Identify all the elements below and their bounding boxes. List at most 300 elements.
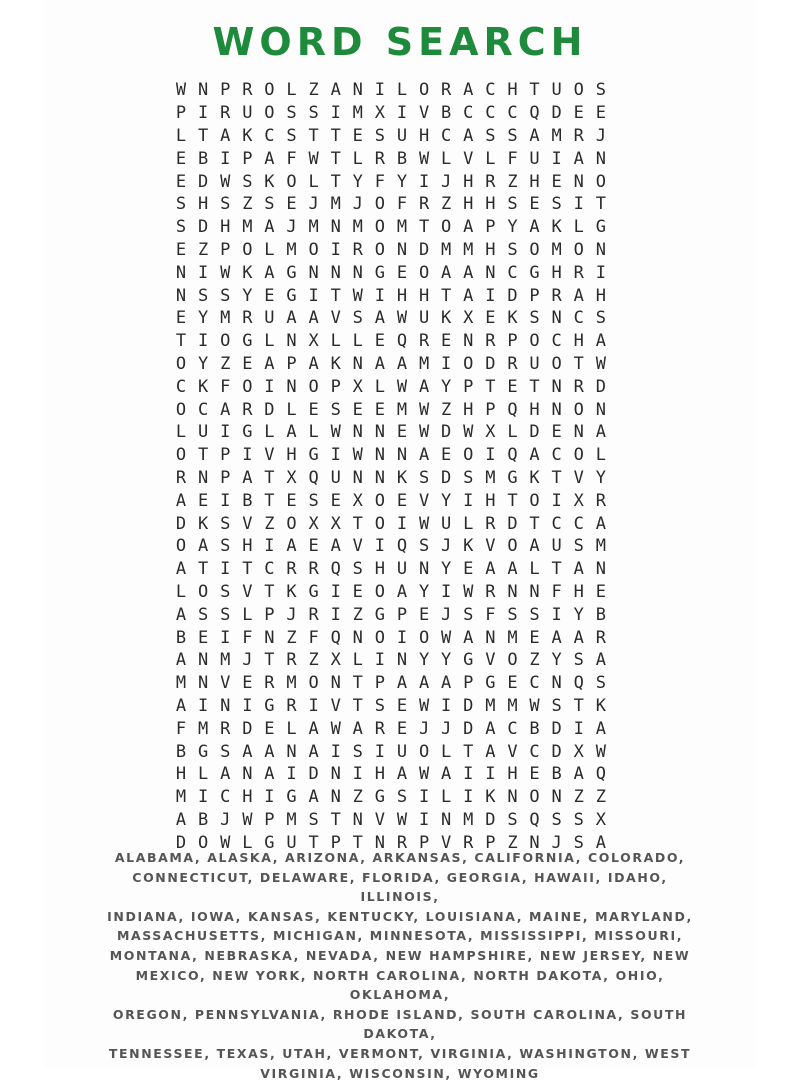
grid-letter[interactable]: S	[551, 194, 562, 215]
grid-letter[interactable]: Y	[418, 650, 430, 671]
grid-letter[interactable]: P	[374, 673, 386, 694]
grid-letter[interactable]: N	[374, 467, 386, 488]
grid-letter[interactable]: A	[330, 80, 341, 101]
grid-letter[interactable]: L	[441, 148, 452, 169]
grid-letter[interactable]: O	[529, 787, 540, 808]
grid-letter[interactable]: T	[551, 467, 562, 488]
grid-letter[interactable]: A	[463, 627, 474, 648]
grid-letter[interactable]: U	[418, 308, 430, 329]
grid-letter[interactable]: S	[220, 536, 231, 557]
grid-letter[interactable]: I	[220, 422, 231, 443]
grid-letter[interactable]: Y	[441, 559, 452, 580]
grid-letter[interactable]: T	[529, 80, 540, 101]
grid-letter[interactable]: E	[175, 239, 187, 260]
grid-letter[interactable]: Z	[264, 513, 275, 534]
grid-letter[interactable]: N	[551, 673, 562, 694]
grid-letter[interactable]: I	[441, 353, 452, 374]
grid-letter[interactable]: X	[352, 376, 363, 397]
grid-letter[interactable]: B	[198, 148, 209, 169]
grid-letter[interactable]: O	[264, 103, 275, 124]
grid-letter[interactable]: H	[529, 399, 540, 420]
grid-letter[interactable]: U	[396, 125, 408, 146]
grid-letter[interactable]: P	[330, 376, 341, 397]
grid-letter[interactable]: V	[485, 650, 496, 671]
grid-letter[interactable]: T	[330, 285, 341, 306]
grid-letter[interactable]: A	[396, 353, 408, 374]
grid-letter[interactable]: U	[396, 559, 408, 580]
grid-letter[interactable]: Q	[529, 103, 540, 124]
grid-letter[interactable]: A	[418, 376, 430, 397]
grid-letter[interactable]: T	[308, 125, 319, 146]
grid-letter[interactable]: U	[529, 353, 540, 374]
grid-letter[interactable]: V	[485, 536, 496, 557]
grid-letter[interactable]: W	[352, 445, 363, 466]
grid-letter[interactable]: H	[286, 445, 297, 466]
grid-letter[interactable]: A	[330, 536, 341, 557]
grid-letter[interactable]: N	[485, 262, 496, 283]
grid-letter[interactable]: I	[242, 695, 253, 716]
grid-letter[interactable]: D	[175, 832, 187, 853]
grid-letter[interactable]: Y	[198, 308, 209, 329]
grid-letter[interactable]: M	[198, 718, 209, 739]
grid-letter[interactable]: I	[573, 194, 584, 215]
grid-letter[interactable]: R	[242, 80, 253, 101]
grid-letter[interactable]: A	[308, 741, 319, 762]
grid-letter[interactable]: Q	[573, 673, 584, 694]
grid-letter[interactable]: R	[573, 262, 584, 283]
grid-letter[interactable]: C	[507, 262, 518, 283]
grid-letter[interactable]: M	[220, 650, 231, 671]
grid-letter[interactable]: A	[463, 217, 474, 238]
grid-letter[interactable]: M	[220, 308, 231, 329]
grid-letter[interactable]: W	[418, 764, 430, 785]
grid-letter[interactable]: N	[220, 695, 231, 716]
grid-letter[interactable]: J	[441, 171, 452, 192]
grid-letter[interactable]: P	[286, 353, 297, 374]
grid-letter[interactable]: Z	[308, 650, 319, 671]
grid-letter[interactable]: P	[485, 832, 496, 853]
grid-letter[interactable]: C	[220, 787, 231, 808]
grid-letter[interactable]: A	[573, 285, 584, 306]
grid-letter[interactable]: O	[595, 171, 606, 192]
grid-letter[interactable]: N	[198, 80, 209, 101]
grid-letter[interactable]: T	[418, 217, 430, 238]
grid-letter[interactable]: I	[463, 764, 474, 785]
grid-letter[interactable]: M	[418, 353, 430, 374]
grid-letter[interactable]: A	[529, 536, 540, 557]
grid-letter[interactable]: A	[374, 308, 386, 329]
grid-letter[interactable]: N	[175, 262, 187, 283]
grid-letter[interactable]: S	[418, 467, 430, 488]
grid-letter[interactable]: O	[374, 194, 386, 215]
grid-letter[interactable]: X	[485, 422, 496, 443]
grid-letter[interactable]: I	[330, 103, 341, 124]
grid-letter[interactable]: N	[551, 399, 562, 420]
grid-letter[interactable]: T	[352, 695, 363, 716]
grid-letter[interactable]: R	[463, 832, 474, 853]
grid-letter[interactable]: H	[374, 764, 386, 785]
grid-letter[interactable]: O	[551, 353, 562, 374]
grid-letter[interactable]: L	[286, 718, 297, 739]
grid-letter[interactable]: S	[374, 695, 386, 716]
grid-letter[interactable]: V	[242, 581, 253, 602]
grid-letter[interactable]: E	[330, 490, 341, 511]
grid-letter[interactable]: Y	[507, 217, 518, 238]
grid-letter[interactable]: E	[352, 581, 363, 602]
grid-letter[interactable]: N	[374, 832, 386, 853]
grid-letter[interactable]: R	[308, 559, 319, 580]
grid-letter[interactable]: N	[352, 353, 363, 374]
grid-letter[interactable]: T	[264, 467, 275, 488]
grid-letter[interactable]: I	[573, 718, 584, 739]
grid-letter[interactable]: O	[242, 376, 253, 397]
grid-letter[interactable]: Z	[441, 194, 452, 215]
grid-letter[interactable]: O	[418, 741, 430, 762]
grid-letter[interactable]: A	[175, 490, 187, 511]
grid-letter[interactable]: S	[352, 308, 363, 329]
grid-letter[interactable]: N	[352, 467, 363, 488]
grid-letter[interactable]: W	[330, 718, 341, 739]
grid-letter[interactable]: I	[485, 764, 496, 785]
grid-letter[interactable]: N	[264, 627, 275, 648]
grid-letter[interactable]: I	[551, 148, 562, 169]
grid-letter[interactable]: W	[220, 262, 231, 283]
grid-letter[interactable]: V	[330, 308, 341, 329]
grid-letter[interactable]: A	[286, 308, 297, 329]
grid-letter[interactable]: T	[330, 171, 341, 192]
grid-letter[interactable]: I	[220, 559, 231, 580]
grid-letter[interactable]: A	[308, 308, 319, 329]
grid-letter[interactable]: J	[352, 194, 363, 215]
grid-letter[interactable]: N	[198, 673, 209, 694]
grid-letter[interactable]: C	[463, 103, 474, 124]
grid-letter[interactable]: S	[573, 809, 584, 830]
grid-letter[interactable]: X	[330, 650, 341, 671]
grid-letter[interactable]: O	[175, 353, 187, 374]
grid-letter[interactable]: Y	[573, 604, 584, 625]
grid-letter[interactable]: H	[175, 764, 187, 785]
grid-letter[interactable]: F	[507, 148, 518, 169]
grid-letter[interactable]: Z	[352, 787, 363, 808]
grid-letter[interactable]: O	[441, 217, 452, 238]
grid-letter[interactable]: E	[463, 559, 474, 580]
grid-letter[interactable]: B	[242, 490, 253, 511]
grid-letter[interactable]: N	[330, 787, 341, 808]
grid-letter[interactable]: A	[418, 445, 430, 466]
grid-letter[interactable]: M	[551, 239, 562, 260]
grid-letter[interactable]: P	[242, 148, 253, 169]
grid-letter[interactable]: S	[529, 308, 540, 329]
grid-letter[interactable]: N	[529, 581, 540, 602]
grid-letter[interactable]: Z	[441, 399, 452, 420]
grid-letter[interactable]: A	[595, 718, 606, 739]
grid-letter[interactable]: J	[441, 536, 452, 557]
grid-letter[interactable]: I	[198, 695, 209, 716]
grid-letter[interactable]: L	[441, 741, 452, 762]
grid-letter[interactable]: B	[529, 718, 540, 739]
grid-letter[interactable]: D	[175, 513, 187, 534]
grid-letter[interactable]: J	[242, 650, 253, 671]
grid-letter[interactable]: I	[418, 171, 430, 192]
grid-letter[interactable]: L	[264, 422, 275, 443]
grid-letter[interactable]: D	[551, 718, 562, 739]
grid-letter[interactable]: T	[198, 559, 209, 580]
grid-letter[interactable]: O	[573, 445, 584, 466]
grid-letter[interactable]: T	[529, 513, 540, 534]
grid-letter[interactable]: Y	[595, 467, 606, 488]
grid-letter[interactable]: R	[595, 627, 606, 648]
grid-letter[interactable]: R	[286, 650, 297, 671]
grid-letter[interactable]: A	[308, 353, 319, 374]
grid-letter[interactable]: T	[175, 331, 187, 352]
grid-letter[interactable]: D	[441, 467, 452, 488]
grid-letter[interactable]: O	[374, 217, 386, 238]
grid-letter[interactable]: A	[595, 422, 606, 443]
grid-letter[interactable]: I	[374, 80, 386, 101]
grid-letter[interactable]: X	[352, 490, 363, 511]
grid-letter[interactable]: M	[175, 673, 187, 694]
grid-letter[interactable]: V	[242, 513, 253, 534]
grid-letter[interactable]: E	[198, 627, 209, 648]
grid-letter[interactable]: I	[330, 239, 341, 260]
grid-letter[interactable]: E	[529, 764, 540, 785]
grid-letter[interactable]: S	[220, 285, 231, 306]
grid-letter[interactable]: P	[264, 604, 275, 625]
grid-letter[interactable]: L	[175, 581, 187, 602]
grid-letter[interactable]: O	[463, 353, 474, 374]
grid-letter[interactable]: H	[463, 171, 474, 192]
grid-letter[interactable]: A	[264, 353, 275, 374]
grid-letter[interactable]: N	[529, 832, 540, 853]
grid-letter[interactable]: V	[418, 103, 430, 124]
grid-letter[interactable]: E	[286, 490, 297, 511]
grid-letter[interactable]: A	[286, 536, 297, 557]
grid-letter[interactable]: R	[220, 103, 231, 124]
grid-letter[interactable]: R	[242, 399, 253, 420]
grid-letter[interactable]: C	[507, 103, 518, 124]
grid-letter[interactable]: S	[573, 536, 584, 557]
grid-letter[interactable]: V	[573, 467, 584, 488]
grid-letter[interactable]: D	[198, 171, 209, 192]
grid-letter[interactable]: T	[529, 376, 540, 397]
grid-letter[interactable]: R	[418, 194, 430, 215]
grid-letter[interactable]: N	[595, 559, 606, 580]
grid-letter[interactable]: O	[175, 445, 187, 466]
grid-letter[interactable]: W	[595, 741, 606, 762]
grid-letter[interactable]: J	[441, 718, 452, 739]
grid-letter[interactable]: X	[308, 331, 319, 352]
grid-letter[interactable]: K	[551, 217, 562, 238]
grid-letter[interactable]: D	[507, 513, 518, 534]
grid-letter[interactable]: I	[242, 445, 253, 466]
grid-letter[interactable]: B	[551, 764, 562, 785]
grid-letter[interactable]: O	[175, 536, 187, 557]
grid-letter[interactable]: J	[418, 718, 430, 739]
grid-letter[interactable]: U	[529, 148, 540, 169]
grid-letter[interactable]: K	[529, 467, 540, 488]
grid-letter[interactable]: O	[573, 239, 584, 260]
grid-letter[interactable]: A	[175, 809, 187, 830]
grid-letter[interactable]: P	[529, 285, 540, 306]
grid-letter[interactable]: A	[352, 718, 363, 739]
grid-letter[interactable]: E	[573, 103, 584, 124]
grid-letter[interactable]: W	[220, 171, 231, 192]
grid-letter[interactable]: A	[573, 559, 584, 580]
grid-letter[interactable]: T	[198, 125, 209, 146]
grid-letter[interactable]: J	[308, 194, 319, 215]
grid-letter[interactable]: O	[418, 262, 430, 283]
grid-letter[interactable]: W	[220, 832, 231, 853]
grid-letter[interactable]: N	[507, 581, 518, 602]
grid-letter[interactable]: O	[507, 650, 518, 671]
grid-letter[interactable]: O	[418, 80, 430, 101]
grid-letter[interactable]: C	[529, 741, 540, 762]
grid-letter[interactable]: W	[242, 809, 253, 830]
grid-letter[interactable]: S	[220, 741, 231, 762]
grid-letter[interactable]: E	[595, 581, 606, 602]
grid-letter[interactable]: A	[175, 695, 187, 716]
grid-letter[interactable]: W	[595, 353, 606, 374]
grid-letter[interactable]: A	[308, 787, 319, 808]
grid-letter[interactable]: N	[198, 467, 209, 488]
grid-letter[interactable]: L	[485, 148, 496, 169]
grid-letter[interactable]: T	[441, 285, 452, 306]
grid-letter[interactable]: R	[595, 490, 606, 511]
grid-letter[interactable]: M	[441, 239, 452, 260]
grid-letter[interactable]: M	[352, 217, 363, 238]
grid-letter[interactable]: L	[573, 217, 584, 238]
grid-letter[interactable]: S	[595, 673, 606, 694]
grid-letter[interactable]: H	[573, 581, 584, 602]
grid-letter[interactable]: S	[308, 809, 319, 830]
grid-letter[interactable]: N	[551, 376, 562, 397]
grid-letter[interactable]: W	[308, 148, 319, 169]
grid-letter[interactable]: P	[175, 103, 187, 124]
grid-letter[interactable]: T	[352, 673, 363, 694]
grid-letter[interactable]: B	[441, 103, 452, 124]
grid-letter[interactable]: H	[418, 125, 430, 146]
grid-letter[interactable]: N	[573, 171, 584, 192]
grid-letter[interactable]: X	[573, 741, 584, 762]
grid-letter[interactable]: A	[463, 125, 474, 146]
grid-letter[interactable]: E	[396, 262, 408, 283]
grid-letter[interactable]: T	[264, 650, 275, 671]
grid-letter[interactable]: I	[220, 148, 231, 169]
grid-letter[interactable]: N	[308, 262, 319, 283]
grid-letter[interactable]: P	[485, 217, 496, 238]
grid-letter[interactable]: H	[396, 285, 408, 306]
grid-letter[interactable]: A	[264, 217, 275, 238]
grid-letter[interactable]: E	[175, 148, 187, 169]
grid-letter[interactable]: Z	[507, 171, 518, 192]
grid-letter[interactable]: I	[198, 262, 209, 283]
grid-letter[interactable]: C	[264, 559, 275, 580]
grid-letter[interactable]: I	[374, 536, 386, 557]
grid-letter[interactable]: N	[418, 559, 430, 580]
grid-letter[interactable]: E	[396, 422, 408, 443]
grid-letter[interactable]: A	[507, 559, 518, 580]
grid-letter[interactable]: P	[220, 467, 231, 488]
grid-letter[interactable]: H	[485, 239, 496, 260]
grid-letter[interactable]: A	[242, 467, 253, 488]
grid-letter[interactable]: E	[175, 171, 187, 192]
grid-letter[interactable]: M	[352, 103, 363, 124]
grid-letter[interactable]: Z	[286, 627, 297, 648]
grid-letter[interactable]: R	[441, 80, 452, 101]
grid-letter[interactable]: O	[374, 239, 386, 260]
grid-letter[interactable]: I	[441, 695, 452, 716]
grid-letter[interactable]: S	[551, 809, 562, 830]
grid-letter[interactable]: O	[573, 80, 584, 101]
grid-letter[interactable]: E	[175, 308, 187, 329]
grid-letter[interactable]: I	[220, 627, 231, 648]
grid-letter[interactable]: U	[396, 741, 408, 762]
grid-letter[interactable]: L	[264, 331, 275, 352]
grid-letter[interactable]: I	[330, 581, 341, 602]
grid-letter[interactable]: E	[595, 103, 606, 124]
grid-letter[interactable]: U	[330, 467, 341, 488]
grid-letter[interactable]: L	[352, 331, 363, 352]
grid-letter[interactable]: R	[308, 604, 319, 625]
grid-letter[interactable]: N	[396, 650, 408, 671]
grid-letter[interactable]: E	[308, 536, 319, 557]
grid-letter[interactable]: S	[573, 832, 584, 853]
grid-letter[interactable]: I	[308, 695, 319, 716]
grid-letter[interactable]: Q	[396, 331, 408, 352]
grid-letter[interactable]: F	[242, 627, 253, 648]
grid-letter[interactable]: L	[242, 832, 253, 853]
grid-letter[interactable]: E	[242, 673, 253, 694]
grid-letter[interactable]: O	[286, 171, 297, 192]
grid-letter[interactable]: L	[175, 125, 187, 146]
grid-letter[interactable]: H	[551, 262, 562, 283]
grid-letter[interactable]: D	[463, 695, 474, 716]
grid-letter[interactable]: N	[352, 262, 363, 283]
grid-letter[interactable]: Z	[529, 650, 540, 671]
grid-letter[interactable]: I	[595, 262, 606, 283]
grid-letter[interactable]: U	[551, 536, 562, 557]
grid-letter[interactable]: L	[308, 171, 319, 192]
grid-letter[interactable]: U	[441, 513, 452, 534]
grid-letter[interactable]: E	[441, 331, 452, 352]
grid-letter[interactable]: K	[286, 581, 297, 602]
grid-letter[interactable]: A	[595, 650, 606, 671]
grid-letter[interactable]: T	[264, 581, 275, 602]
grid-letter[interactable]: P	[396, 604, 408, 625]
grid-letter[interactable]: U	[198, 422, 209, 443]
grid-letter[interactable]: O	[374, 513, 386, 534]
grid-letter[interactable]: S	[175, 194, 187, 215]
grid-letter[interactable]: I	[330, 445, 341, 466]
grid-letter[interactable]: A	[595, 832, 606, 853]
grid-letter[interactable]: T	[352, 513, 363, 534]
grid-letter[interactable]: I	[198, 331, 209, 352]
grid-letter[interactable]: A	[485, 718, 496, 739]
grid-letter[interactable]: N	[352, 627, 363, 648]
grid-letter[interactable]: M	[595, 536, 606, 557]
grid-letter[interactable]: G	[529, 262, 540, 283]
grid-letter[interactable]: R	[485, 171, 496, 192]
grid-letter[interactable]: A	[175, 604, 187, 625]
grid-letter[interactable]: O	[220, 331, 231, 352]
grid-letter[interactable]: X	[286, 467, 297, 488]
grid-letter[interactable]: T	[330, 125, 341, 146]
grid-letter[interactable]: A	[595, 331, 606, 352]
grid-letter[interactable]: A	[374, 353, 386, 374]
grid-letter[interactable]: N	[551, 308, 562, 329]
grid-letter[interactable]: S	[396, 787, 408, 808]
grid-letter[interactable]: A	[485, 559, 496, 580]
